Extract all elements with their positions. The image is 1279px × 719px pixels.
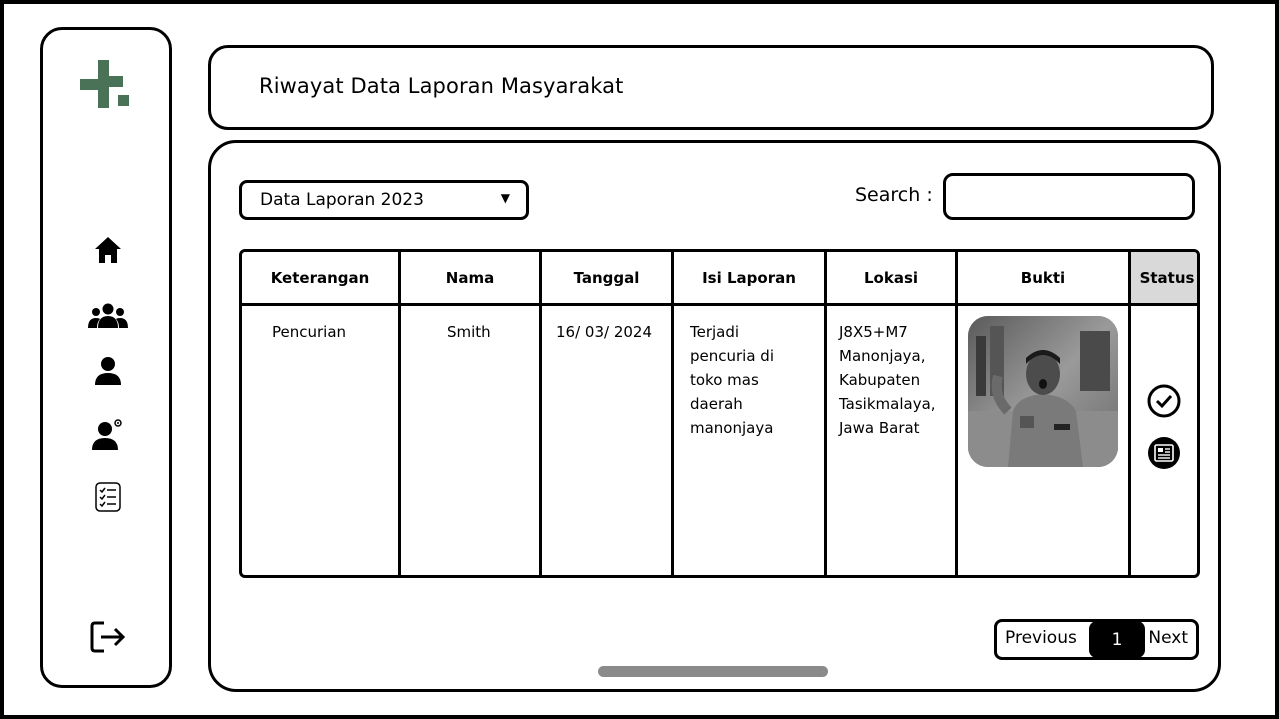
header-lokasi: Lokasi — [827, 252, 955, 306]
cell-lokasi — [839, 320, 936, 440]
sidebar-item-reports[interactable] — [86, 477, 130, 517]
sidebar-item-user-settings[interactable] — [86, 414, 130, 454]
current-page-button[interactable]: 1 — [1089, 621, 1145, 658]
cell-nama: Smith — [447, 323, 491, 341]
isi-laporan-line: manonjaya — [690, 419, 774, 437]
sidebar-item-users[interactable] — [86, 296, 130, 336]
column-status — [1131, 252, 1200, 575]
lokasi-line: Kabupaten — [839, 371, 921, 389]
header-card — [208, 45, 1214, 130]
isi-laporan-line: daerah — [690, 395, 743, 413]
cell-tanggal: 16/ 03/ 2024 — [556, 323, 652, 341]
header-bukti: Bukti — [958, 252, 1128, 306]
report-year-select[interactable] — [239, 180, 529, 220]
pagination — [994, 619, 1199, 660]
lokasi-line: Jawa Barat — [839, 419, 920, 437]
column-isi-laporan — [674, 252, 827, 575]
home-icon — [94, 236, 122, 264]
users-group-icon — [88, 303, 128, 329]
horizontal-scrollbar[interactable] — [598, 666, 828, 677]
lokasi-line: J8X5+M7 — [839, 323, 908, 341]
logout-icon — [90, 621, 126, 653]
column-bukti — [958, 252, 1131, 575]
report-checklist-icon — [95, 482, 121, 512]
cell-keterangan: Pencurian — [272, 323, 347, 341]
logout-button[interactable] — [86, 617, 130, 657]
search-label: Search : — [855, 184, 933, 206]
lokasi-line: Manonjaya, — [839, 347, 926, 365]
isi-laporan-line: toko mas — [690, 371, 759, 389]
check-circle-icon — [1147, 384, 1181, 422]
report-year-select-value: Data Laporan 2023 — [260, 190, 424, 210]
sidebar-item-home[interactable] — [86, 230, 130, 270]
next-page-button[interactable]: Next — [1148, 628, 1188, 648]
user-icon — [94, 356, 122, 386]
user-settings-icon — [92, 417, 124, 451]
lokasi-line: Tasikmalaya, — [839, 395, 936, 413]
brand-logo-icon — [78, 60, 130, 108]
header-isi-laporan: Isi Laporan — [674, 252, 824, 306]
view-report-button[interactable] — [1147, 438, 1181, 472]
reports-table — [239, 249, 1200, 578]
header-status: Status — [1131, 252, 1200, 306]
verify-report-button[interactable] — [1147, 386, 1181, 420]
search-input[interactable] — [943, 173, 1195, 220]
newspaper-icon — [1147, 436, 1181, 474]
isi-laporan-line: pencuria di — [690, 347, 774, 365]
header-tanggal: Tanggal — [542, 252, 671, 306]
cell-isi-laporan — [690, 320, 774, 440]
chevron-down-icon: ▼ — [500, 191, 510, 205]
column-lokasi — [827, 252, 958, 575]
page-title: Riwayat Data Laporan Masyarakat — [259, 74, 624, 98]
column-tanggal — [542, 252, 674, 575]
sidebar-item-profile[interactable] — [86, 351, 130, 391]
column-keterangan — [242, 252, 401, 575]
previous-page-button[interactable]: Previous — [1005, 628, 1077, 648]
header-keterangan: Keterangan — [242, 252, 398, 306]
column-nama — [401, 252, 542, 575]
isi-laporan-line: Terjadi — [690, 323, 740, 341]
main-card — [208, 140, 1221, 692]
evidence-photo[interactable] — [968, 316, 1118, 467]
header-nama: Nama — [401, 252, 539, 306]
